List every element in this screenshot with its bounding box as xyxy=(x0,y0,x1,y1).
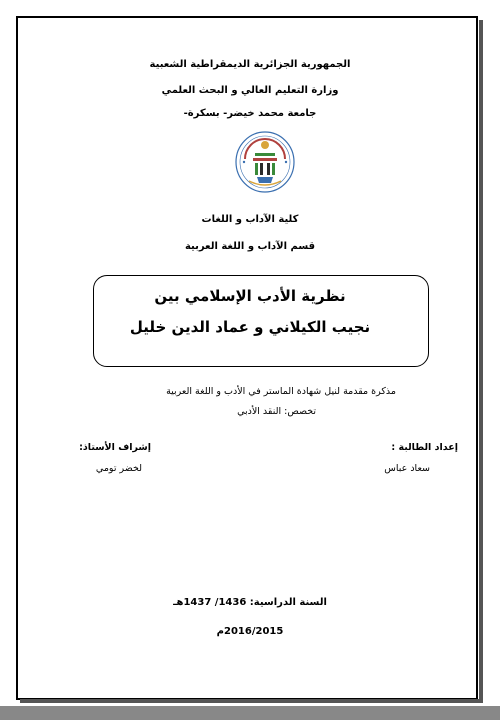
department-name: قسم الآداب و اللغة العربية xyxy=(184,241,316,252)
supervisor-name: لخضر تومي xyxy=(95,463,142,474)
faculty-name: كلية الآداب و اللغات xyxy=(201,214,299,225)
viewer-bottom-bar xyxy=(0,706,500,720)
university-header: جامعة محمد خيضر- بسكرة- xyxy=(183,108,317,119)
student-label: إعداد الطالبة : xyxy=(391,442,458,453)
student-name: سعاد عباس xyxy=(384,463,430,474)
specialization-line: تخصص: النقد الأدبي xyxy=(237,406,316,417)
supervisor-label: إشراف الأستاذ: xyxy=(79,442,151,453)
thesis-purpose-note: مذكرة مقدمة لنيل شهادة الماستر في الأدب و اللغة العربية xyxy=(166,386,396,397)
thesis-title-line-2: نجيب الكيلاني و عماد الدين خليل xyxy=(129,318,371,336)
academic-year-gregorian: 2016/2015م xyxy=(216,626,284,637)
university-seal-icon xyxy=(235,131,295,193)
academic-year-hijri: السنة الدراسية: 1436/ 1437هـ xyxy=(173,597,327,608)
frame-shadow-bottom xyxy=(20,699,483,703)
republic-header: الجمهورية الجزائرية الديمقراطية الشعبية xyxy=(149,59,351,70)
ministry-header: وزارة التعليم العالي و البحث العلمي xyxy=(161,85,339,96)
thesis-title-line-1: نظرية الأدب الإسلامي بين xyxy=(154,287,346,305)
